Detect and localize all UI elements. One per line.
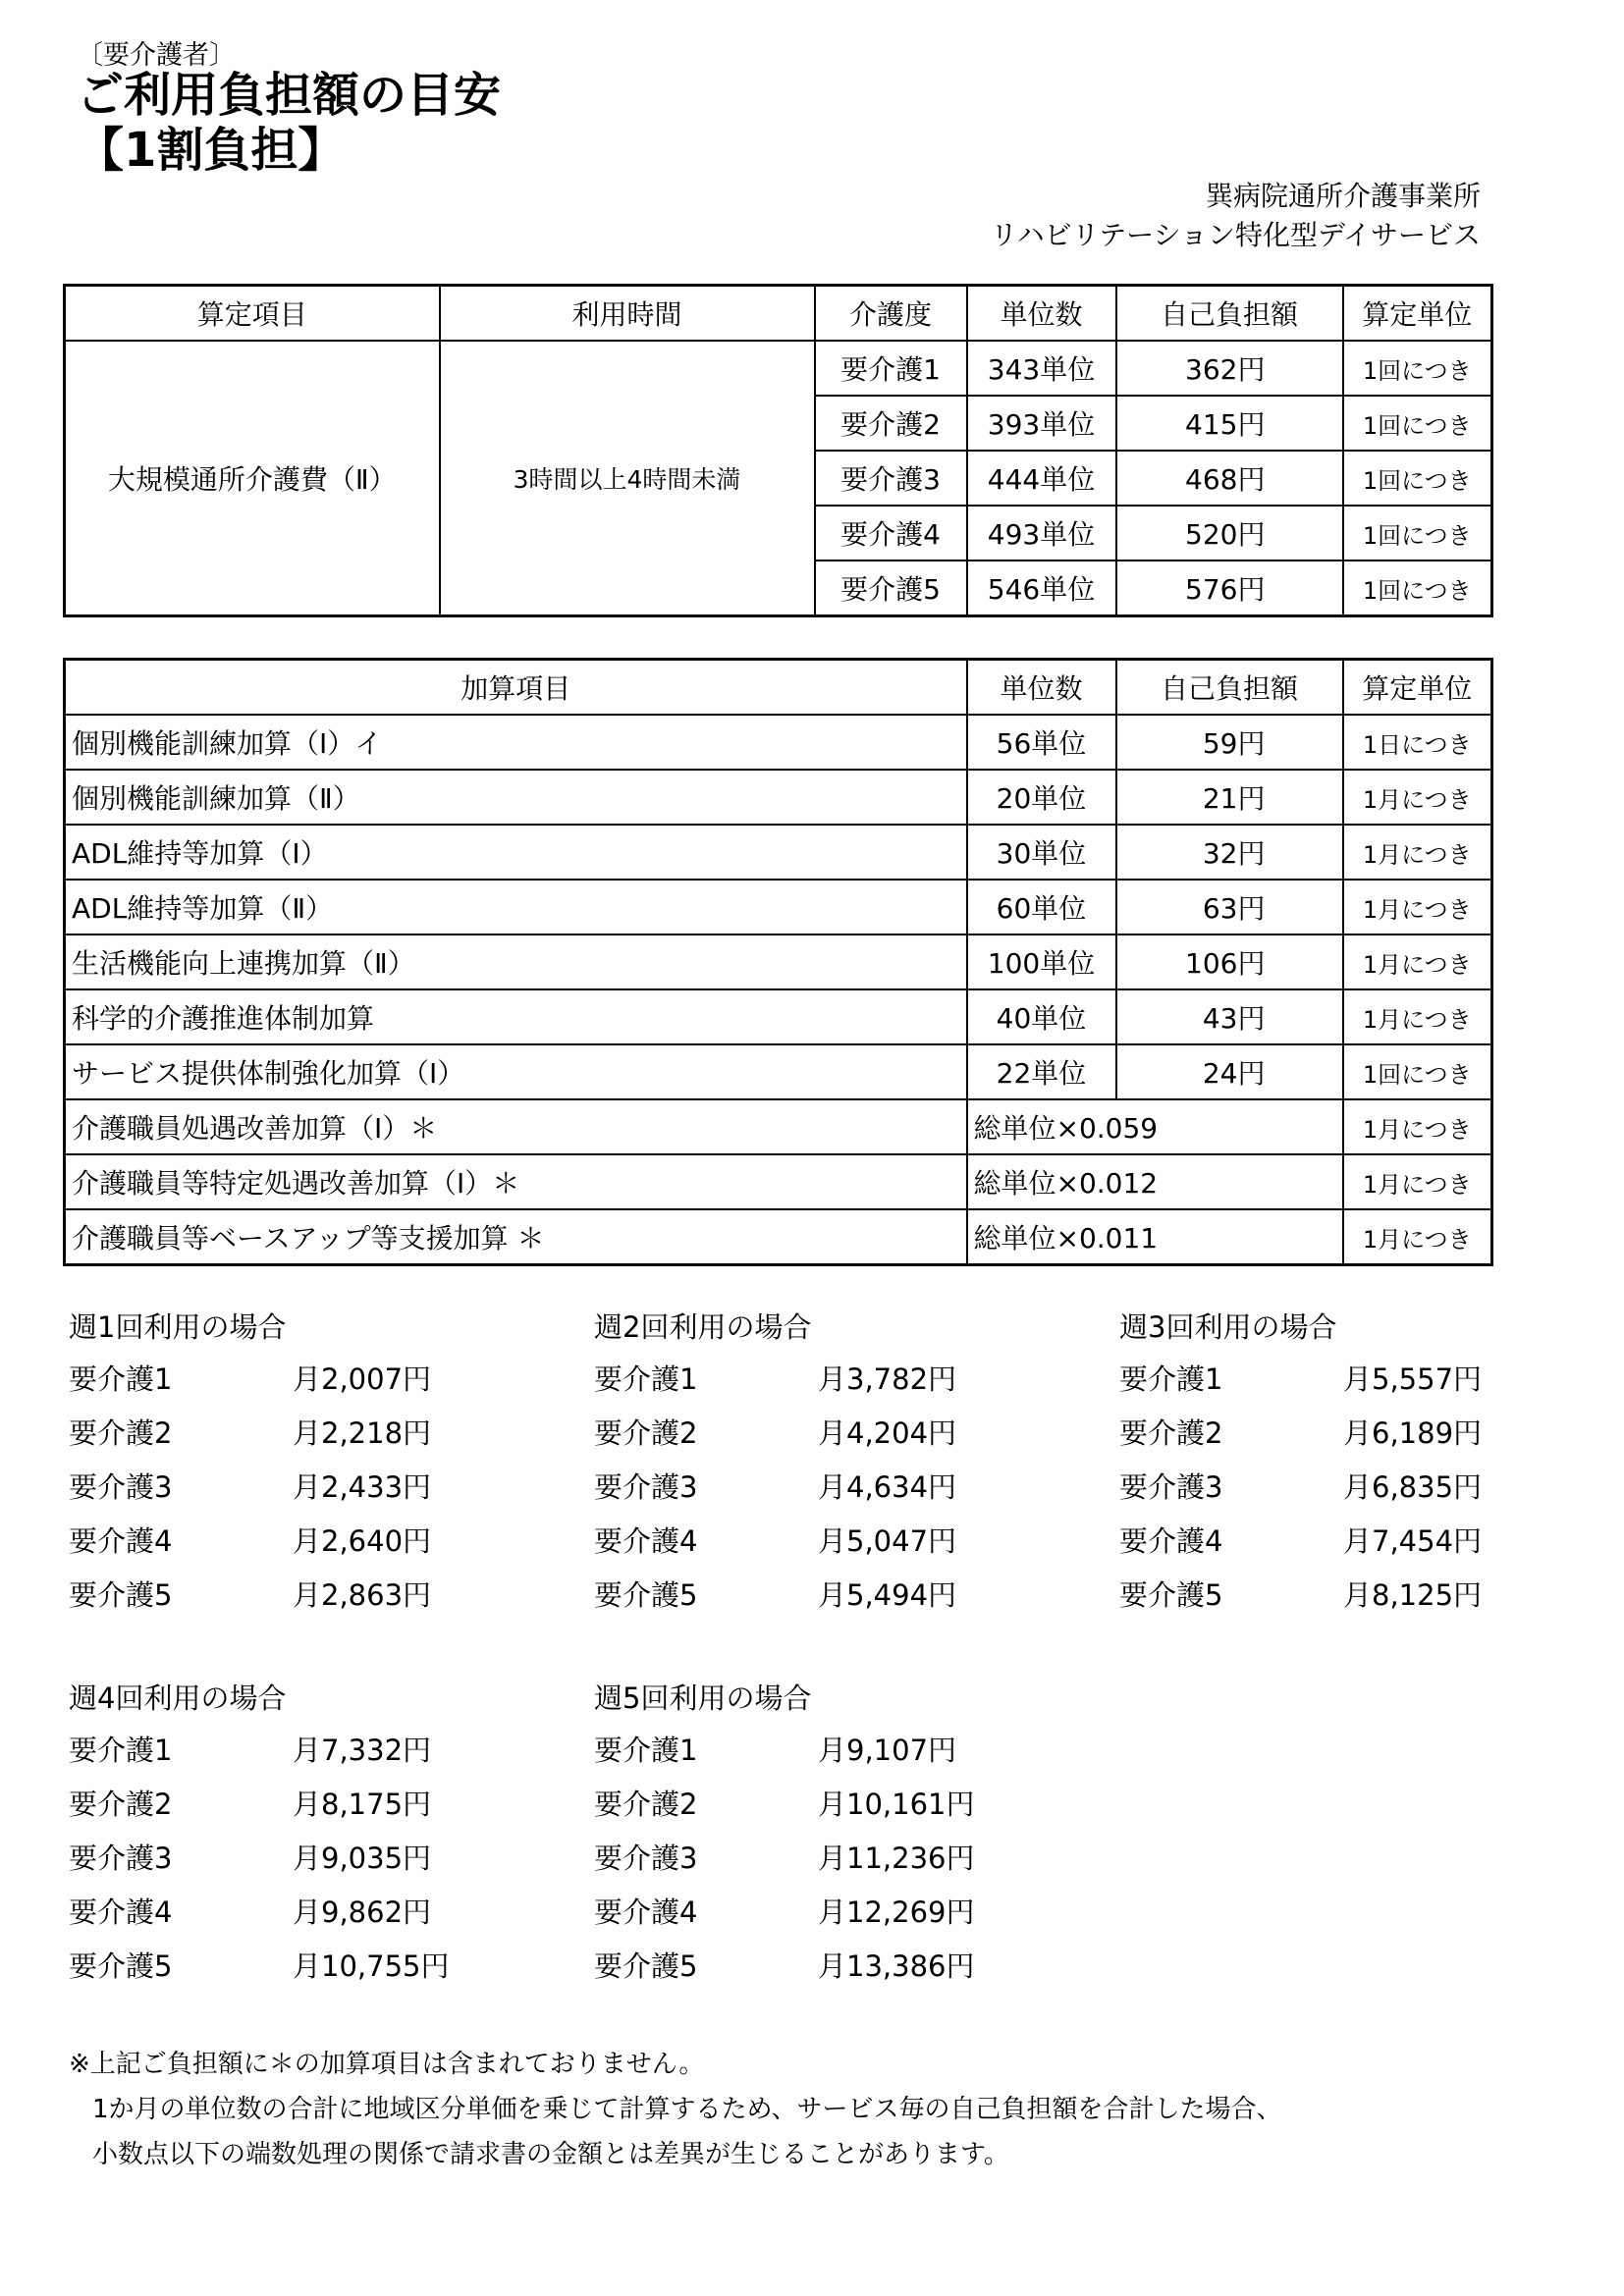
- header-cell: 加算項目: [65, 660, 967, 716]
- per-unit-cell: 1回につき: [1343, 561, 1492, 616]
- cost-cell: 106円: [1116, 934, 1343, 989]
- cost-cell: 63円: [1116, 880, 1343, 934]
- service-item-cell: 大規模通所介護費（Ⅱ）: [65, 341, 440, 616]
- monthly-amount: 月7,332円: [293, 1734, 432, 1767]
- list-item: [1119, 1461, 1512, 1515]
- care-level-label: 要介護5: [1119, 1578, 1223, 1612]
- usage-block-title: 週3回利用の場合: [1119, 1310, 1337, 1344]
- usage-block-title: 週1回利用の場合: [69, 1310, 287, 1344]
- list-item: [594, 1940, 987, 1994]
- care-level-label: 要介護4: [69, 1896, 173, 1929]
- per-unit-cell: 1回につき: [1343, 396, 1492, 451]
- list-item: [69, 1832, 461, 1886]
- formula-cell: 総単位×0.011: [967, 1209, 1343, 1265]
- usage-block-title: 週5回利用の場合: [594, 1682, 812, 1715]
- usage-block-weekly-3: [1119, 1302, 1512, 1623]
- facility-name-line1: 巽病院通所介護事業所: [1205, 180, 1481, 212]
- usage-block-weekly-2: [594, 1302, 987, 1623]
- header-cell: 算定単位: [1343, 660, 1492, 716]
- per-unit-cell: 1回につき: [1343, 341, 1492, 396]
- care-level-label: 要介護2: [69, 1416, 173, 1450]
- list-item: [594, 1724, 987, 1778]
- per-unit-cell: 1月につき: [1343, 825, 1492, 880]
- addon-name-cell: ADL維持等加算（Ⅰ）: [65, 825, 967, 880]
- care-level-label: 要介護3: [69, 1470, 173, 1504]
- care-level-label: 要介護1: [69, 1734, 173, 1767]
- monthly-amount: 月6,835円: [1343, 1470, 1483, 1504]
- care-level-cell: 要介護5: [815, 561, 967, 616]
- usage-block-title: 週4回利用の場合: [69, 1682, 287, 1715]
- care-level-label: 要介護3: [594, 1842, 698, 1875]
- page-subtitle: 【1割負担】: [77, 123, 346, 178]
- table-row: [65, 1209, 1492, 1265]
- per-unit-cell: 1月につき: [1343, 934, 1492, 989]
- cost-cell: 43円: [1116, 989, 1343, 1044]
- usage-block-title: 週2回利用の場合: [594, 1310, 812, 1344]
- per-unit-cell: 1月につき: [1343, 770, 1492, 825]
- monthly-amount: 月2,640円: [293, 1524, 432, 1558]
- header-cell: 利用時間: [440, 286, 815, 342]
- monthly-amount: 月2,007円: [293, 1362, 432, 1396]
- table-row: [65, 715, 1492, 770]
- header-cell: 単位数: [967, 660, 1116, 716]
- units-cell: 343単位: [967, 341, 1116, 396]
- monthly-amount: 月6,189円: [1343, 1416, 1483, 1450]
- list-item: [69, 1569, 461, 1623]
- care-level-label: 要介護1: [1119, 1362, 1223, 1396]
- list-item: [69, 1724, 461, 1778]
- cost-cell: 32円: [1116, 825, 1343, 880]
- per-unit-cell: 1月につき: [1343, 880, 1492, 934]
- footnote-line: 1か月の単位数の合計に地域区分単価を乗じて計算するため、サービス毎の自己負担額を合計した場合、: [92, 2095, 1282, 2124]
- care-level-label: 要介護4: [1119, 1524, 1223, 1558]
- footnote-line: 小数点以下の端数処理の関係で請求書の金額とは差異が生じることがあります。: [92, 2140, 1009, 2169]
- list-item: [1119, 1407, 1512, 1461]
- monthly-amount: 月8,125円: [1343, 1578, 1483, 1612]
- list-item: [69, 1886, 461, 1940]
- table-row: [65, 1154, 1492, 1209]
- cost-cell: 520円: [1116, 506, 1343, 561]
- addon-name-cell: 個別機能訓練加算（Ⅱ）: [65, 770, 967, 825]
- usage-block-weekly-5: [594, 1673, 987, 1994]
- usage-block-weekly-4: [69, 1673, 461, 1994]
- list-item: [594, 1461, 987, 1515]
- footnotes: [69, 2042, 1282, 2177]
- table-row: [65, 770, 1492, 825]
- monthly-amount: 月9,107円: [818, 1734, 957, 1767]
- page-title: ご利用負担額の目安: [77, 68, 502, 123]
- per-unit-cell: 1月につき: [1343, 989, 1492, 1044]
- units-cell: 30単位: [967, 825, 1116, 880]
- facility-name-line2: リハビリテーション特化型デイサービス: [990, 219, 1481, 251]
- care-level-cell: 要介護3: [815, 451, 967, 506]
- monthly-amount: 月8,175円: [293, 1788, 432, 1821]
- care-level-label: 要介護2: [69, 1788, 173, 1821]
- care-level-label: 要介護4: [69, 1524, 173, 1558]
- list-item: [1119, 1515, 1512, 1569]
- table-row: [65, 934, 1492, 989]
- care-level-label: 要介護5: [594, 1578, 698, 1612]
- base-table-header-row: [65, 286, 1492, 342]
- monthly-amount: 月3,782円: [818, 1362, 957, 1396]
- category-label: 〔要介護者〕: [77, 40, 236, 71]
- per-unit-cell: 1日につき: [1343, 715, 1492, 770]
- header-cell: 単位数: [967, 286, 1116, 342]
- formula-cell: 総単位×0.059: [967, 1099, 1343, 1154]
- care-level-label: 要介護5: [69, 1949, 173, 1983]
- list-item: [594, 1832, 987, 1886]
- monthly-amount: 月10,755円: [293, 1949, 450, 1983]
- usage-block-weekly-1: [69, 1302, 461, 1623]
- units-cell: 393単位: [967, 396, 1116, 451]
- care-level-label: 要介護1: [69, 1362, 173, 1396]
- addon-name-cell: ADL維持等加算（Ⅱ）: [65, 880, 967, 934]
- cost-cell: 362円: [1116, 341, 1343, 396]
- table-row: [65, 1099, 1492, 1154]
- care-level-label: 要介護2: [594, 1416, 698, 1450]
- monthly-amount: 月9,862円: [293, 1896, 432, 1929]
- units-cell: 100単位: [967, 934, 1116, 989]
- base-fee-table: [63, 284, 1493, 617]
- units-cell: 546単位: [967, 561, 1116, 616]
- per-unit-cell: 1回につき: [1343, 451, 1492, 506]
- care-level-cell: 要介護4: [815, 506, 967, 561]
- table-row: [65, 341, 1492, 396]
- monthly-amount: 月12,269円: [818, 1896, 975, 1929]
- cost-cell: 415円: [1116, 396, 1343, 451]
- header-cell: 介護度: [815, 286, 967, 342]
- care-level-label: 要介護1: [594, 1734, 698, 1767]
- list-item: [1119, 1353, 1512, 1407]
- addon-name-cell: 科学的介護推進体制加算: [65, 989, 967, 1044]
- monthly-amount: 月5,557円: [1343, 1362, 1483, 1396]
- care-level-label: 要介護3: [69, 1842, 173, 1875]
- addon-name-cell: 介護職員等特定処遇改善加算（Ⅰ）＊: [65, 1154, 967, 1209]
- list-item: [1119, 1569, 1512, 1623]
- units-cell: 20単位: [967, 770, 1116, 825]
- list-item: [69, 1940, 461, 1994]
- monthly-amount: 月5,494円: [818, 1578, 957, 1612]
- table-row: [65, 825, 1492, 880]
- addon-name-cell: 生活機能向上連携加算（Ⅱ）: [65, 934, 967, 989]
- list-item: [69, 1407, 461, 1461]
- units-cell: 493単位: [967, 506, 1116, 561]
- usage-time-cell: 3時間以上4時間未満: [440, 341, 815, 616]
- list-item: [69, 1778, 461, 1832]
- list-item: [594, 1407, 987, 1461]
- table-row: [65, 989, 1492, 1044]
- header-cell: 自己負担額: [1116, 660, 1343, 716]
- per-unit-cell: 1月につき: [1343, 1209, 1492, 1265]
- list-item: [594, 1515, 987, 1569]
- per-unit-cell: 1月につき: [1343, 1154, 1492, 1209]
- units-cell: 22単位: [967, 1044, 1116, 1099]
- addon-name-cell: 個別機能訓練加算（Ⅰ）イ: [65, 715, 967, 770]
- monthly-amount: 月13,386円: [818, 1949, 975, 1983]
- footnote-line: ※上記ご負担額に＊の加算項目は含まれておりません。: [69, 2050, 705, 2079]
- units-cell: 40単位: [967, 989, 1116, 1044]
- care-level-label: 要介護5: [594, 1949, 698, 1983]
- care-level-label: 要介護1: [594, 1362, 698, 1396]
- care-level-label: 要介護4: [594, 1896, 698, 1929]
- care-level-label: 要介護2: [1119, 1416, 1223, 1450]
- cost-cell: 59円: [1116, 715, 1343, 770]
- care-level-label: 要介護3: [1119, 1470, 1223, 1504]
- per-unit-cell: 1回につき: [1343, 1044, 1492, 1099]
- addon-table-header-row: [65, 660, 1492, 716]
- addon-fee-table: [63, 658, 1493, 1266]
- cost-cell: 24円: [1116, 1044, 1343, 1099]
- header-cell: 算定単位: [1343, 286, 1492, 342]
- header-cell: 算定項目: [65, 286, 440, 342]
- per-unit-cell: 1月につき: [1343, 1099, 1492, 1154]
- care-level-label: 要介護2: [594, 1788, 698, 1821]
- monthly-amount: 月2,218円: [293, 1416, 432, 1450]
- monthly-amount: 月11,236円: [818, 1842, 975, 1875]
- cost-cell: 576円: [1116, 561, 1343, 616]
- care-level-cell: 要介護2: [815, 396, 967, 451]
- header-cell: 自己負担額: [1116, 286, 1343, 342]
- units-cell: 56単位: [967, 715, 1116, 770]
- cost-cell: 468円: [1116, 451, 1343, 506]
- monthly-amount: 月4,634円: [818, 1470, 957, 1504]
- table-row: [65, 1044, 1492, 1099]
- units-cell: 60単位: [967, 880, 1116, 934]
- addon-name-cell: 介護職員等ベースアップ等支援加算 ＊: [65, 1209, 967, 1265]
- monthly-amount: 月10,161円: [818, 1788, 975, 1821]
- care-level-cell: 要介護1: [815, 341, 967, 396]
- monthly-amount: 月2,433円: [293, 1470, 432, 1504]
- addon-name-cell: 介護職員処遇改善加算（Ⅰ）＊: [65, 1099, 967, 1154]
- monthly-amount: 月7,454円: [1343, 1524, 1483, 1558]
- formula-cell: 総単位×0.012: [967, 1154, 1343, 1209]
- list-item: [69, 1461, 461, 1515]
- units-cell: 444単位: [967, 451, 1116, 506]
- list-item: [594, 1353, 987, 1407]
- cost-cell: 21円: [1116, 770, 1343, 825]
- table-row: [65, 880, 1492, 934]
- monthly-amount: 月9,035円: [293, 1842, 432, 1875]
- monthly-amount: 月2,863円: [293, 1578, 432, 1612]
- addon-name-cell: サービス提供体制強化加算（Ⅰ）: [65, 1044, 967, 1099]
- care-level-label: 要介護3: [594, 1470, 698, 1504]
- list-item: [69, 1515, 461, 1569]
- care-level-label: 要介護4: [594, 1524, 698, 1558]
- list-item: [594, 1569, 987, 1623]
- monthly-amount: 月5,047円: [818, 1524, 957, 1558]
- list-item: [594, 1886, 987, 1940]
- list-item: [69, 1353, 461, 1407]
- facility-name: [990, 177, 1481, 255]
- list-item: [594, 1778, 987, 1832]
- care-level-label: 要介護5: [69, 1578, 173, 1612]
- monthly-amount: 月4,204円: [818, 1416, 957, 1450]
- per-unit-cell: 1回につき: [1343, 506, 1492, 561]
